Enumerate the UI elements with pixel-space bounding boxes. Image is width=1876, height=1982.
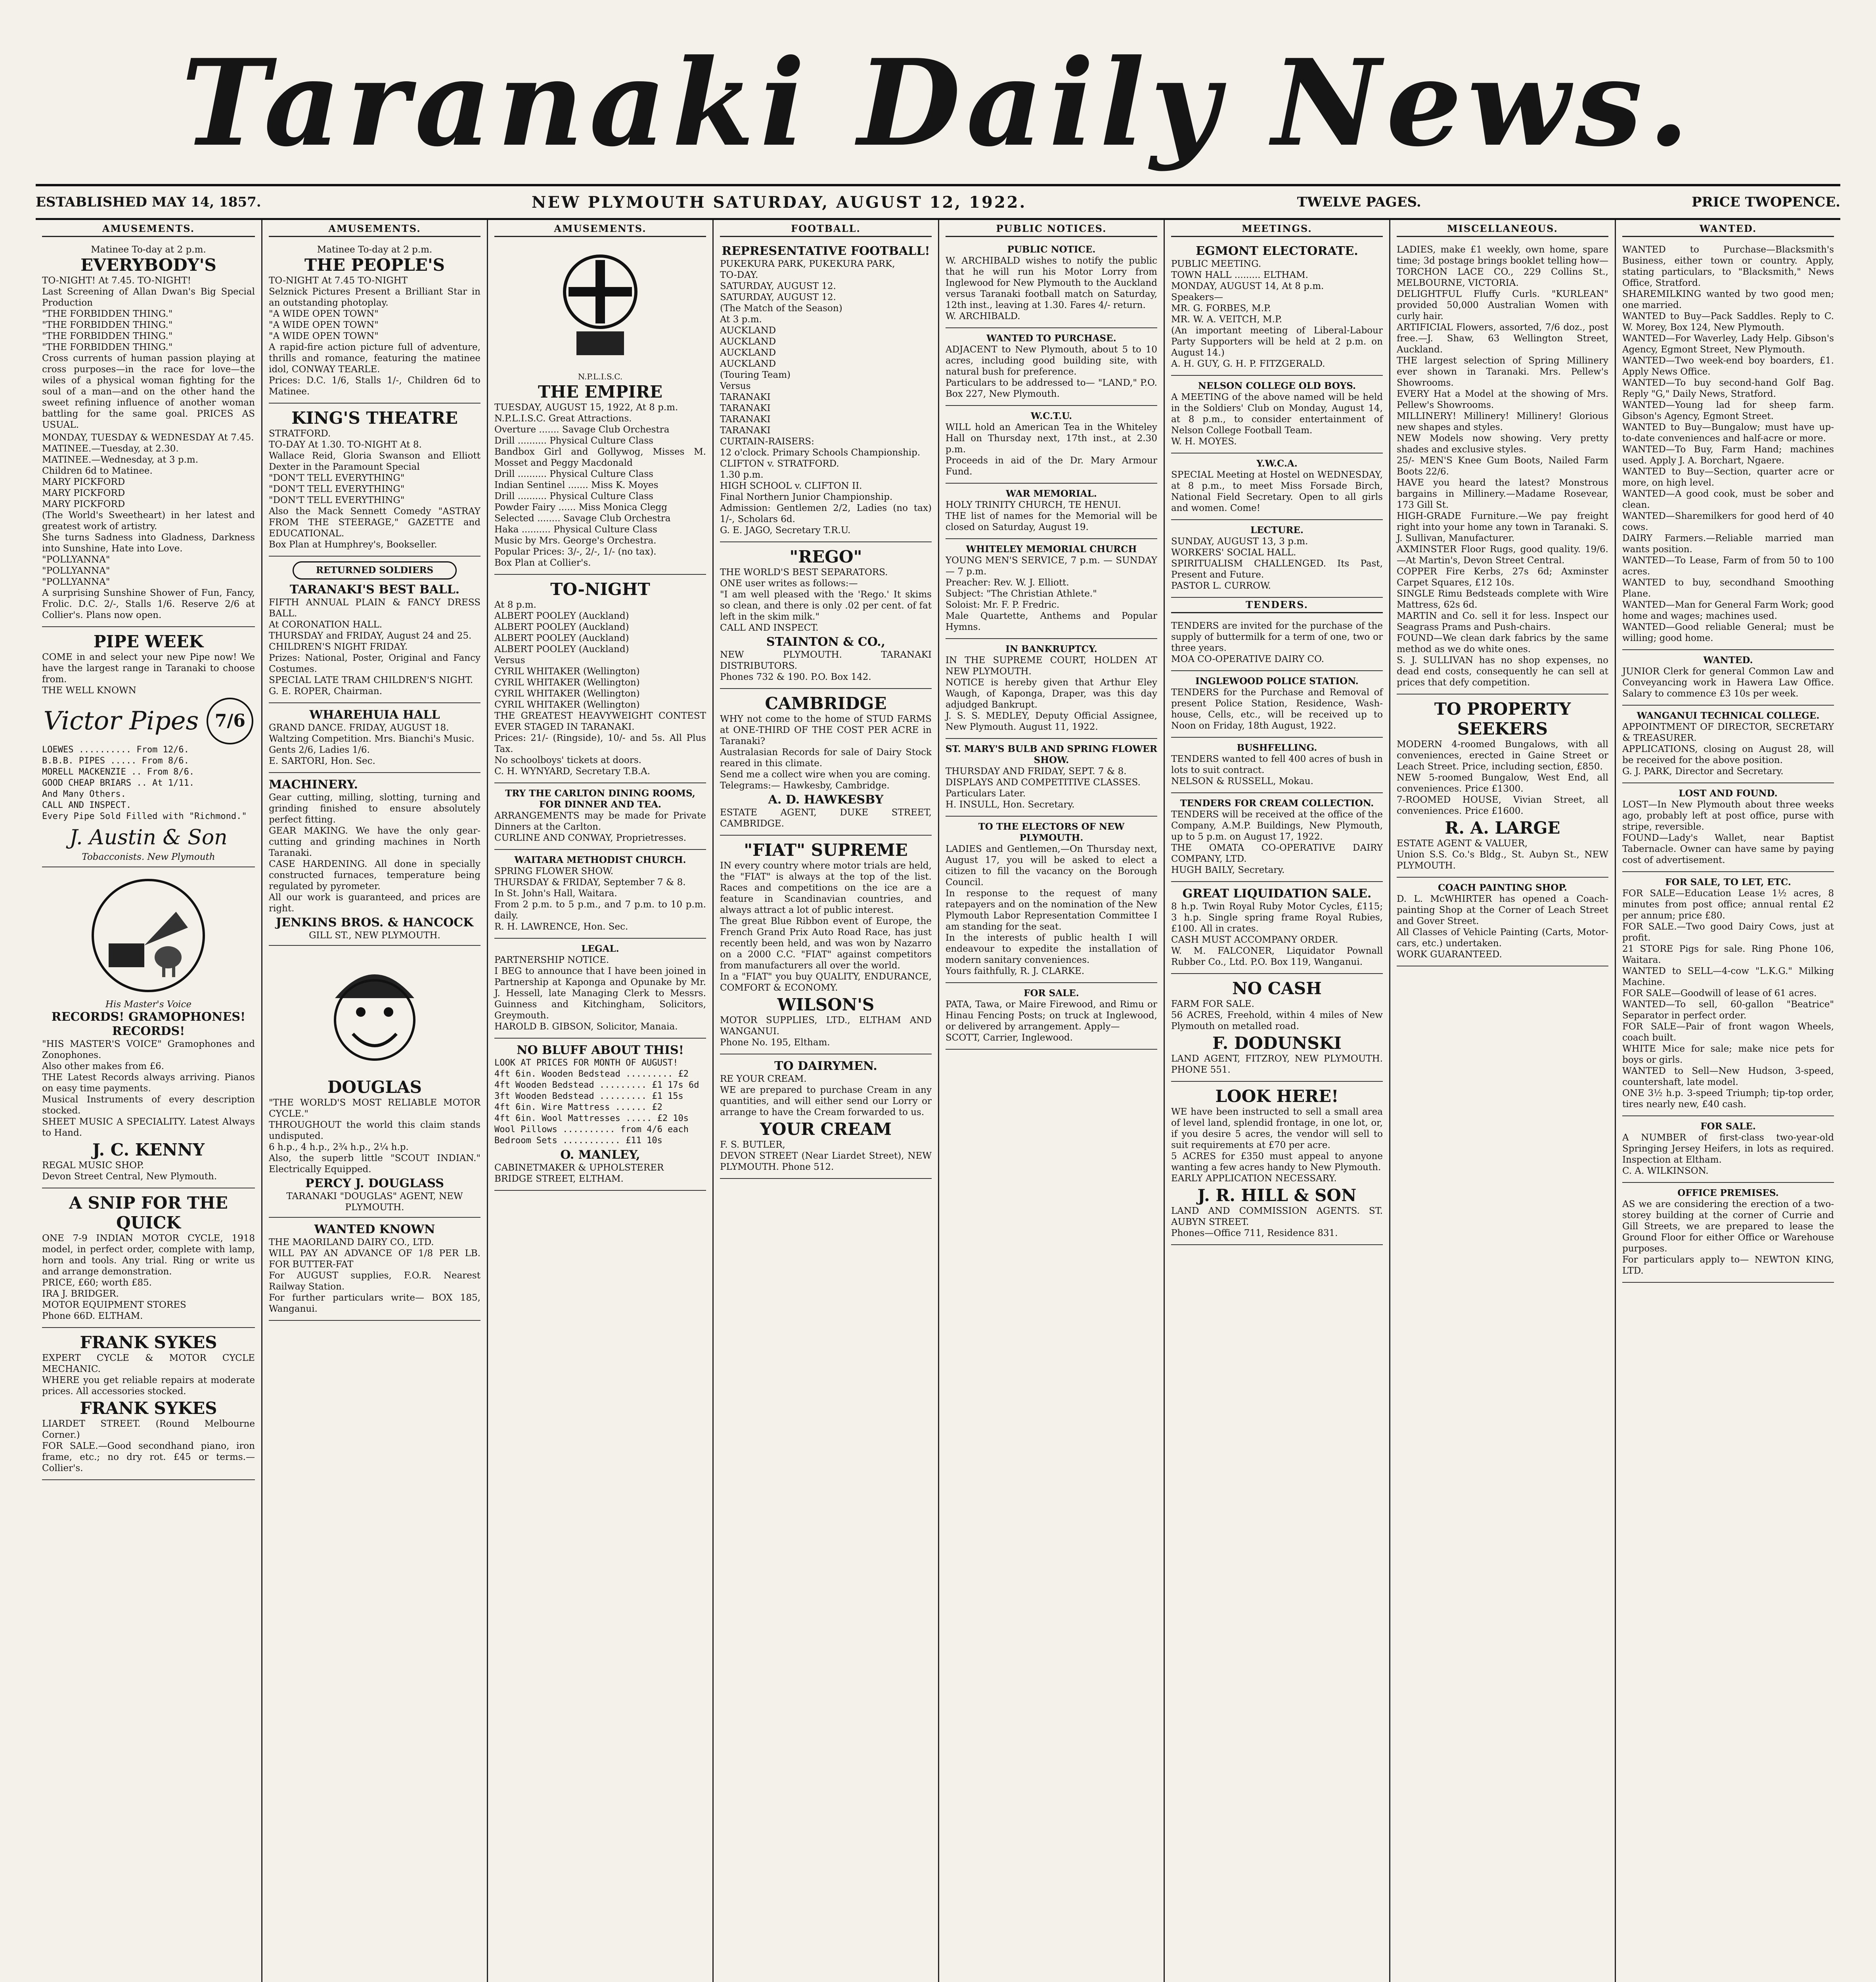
firewood-sale-notice bbox=[946, 985, 1157, 1050]
ad-title: ST. MARY'S BULB AND SPRING FLOWER SHOW. bbox=[945, 744, 1157, 765]
ad-title: OFFICE PREMISES. bbox=[1677, 1188, 1779, 1198]
ad-title: FRANK SYKES bbox=[80, 1333, 217, 1352]
column-heading: WANTED. bbox=[1622, 223, 1834, 237]
column-heading: MEETINGS. bbox=[1171, 223, 1383, 237]
cream-collection-tender bbox=[1171, 795, 1383, 882]
for-sale-to-let bbox=[1622, 874, 1834, 1116]
advertiser-name: PERCY J. DOUGLASS bbox=[305, 1177, 444, 1190]
ad-title: LEGAL. bbox=[581, 943, 619, 954]
column-heading: AMUSEMENTS. bbox=[42, 223, 255, 237]
flower-show-ad bbox=[494, 851, 706, 939]
ad-body: FIFTH ANNUAL PLAIN & FANCY DRESS BALL. At CORONATION HALL. THURSDAY and FRIDAY, August 24 and 25. CHILDREN'S NIGHT FRIDAY. Prizes: National, Poster, Original and Fancy Costumes. SPECIAL LATE TRAM CHILDREN'S NIGHT. G. E. ROPER, Chairman. bbox=[268, 597, 480, 696]
ad-title: TO THE ELECTORS OF NEW PLYMOUTH. bbox=[978, 821, 1125, 843]
ad-title: KING'S THEATRE bbox=[291, 408, 458, 428]
issue-price: PRICE TWOPENCE. bbox=[1691, 194, 1840, 210]
ad-body: A NUMBER of first-class two-year-old Springing Jersey Heifers, in lots as required. Inspection at Eltham. C. A. WILKINSON. bbox=[1622, 1133, 1834, 1176]
advertiser-address: CABINETMAKER & UPHOLSTERER BRIDGE STREET, ELTHAM. bbox=[494, 1163, 664, 1184]
rego-separator-ad bbox=[720, 544, 932, 689]
ad-body: D. L. McWHIRTER has opened a Coach-painting Shop at the Corner of Leach Street and Gover Street. All Classes of Vehicle Painting (Carts, Motor-cars, etc.) undertaken. WORK GUARANTEED. bbox=[1396, 894, 1608, 960]
column-2 bbox=[261, 220, 487, 1982]
ad-body: WE have been instructed to sell a small area of level land, splendid frontage, in one lot, or, if you desire 5 acres, the vendor will sell to suit requirements at £70 per acre. 5 ACRES for £350 must appeal to anyone wanting a few acres handy to New Plymouth. EARLY APPLICATION NECESSARY. bbox=[1171, 1107, 1383, 1184]
ad-body: "THE WORLD'S MOST RELIABLE MOTOR CYCLE." THROUGHOUT the world this claim stands undisputed. 6 h.p., 4 h.p., 2¾ h.p., 2¼ h.p. Also, the superb little "SCOUT INDIAN." Electrically Equipped. bbox=[268, 1098, 480, 1175]
column-7 bbox=[1389, 220, 1615, 1982]
advertiser-address: LAND AGENT, FITZROY, NEW PLYMOUTH. PHONE 551. bbox=[1171, 1054, 1386, 1075]
ad-title: RECORDS! GRAMOPHONES! RECORDS! bbox=[51, 1010, 246, 1038]
ad-title: IN BANKRUPTCY. bbox=[1005, 644, 1097, 654]
wanted-to-purchase-notice bbox=[946, 330, 1157, 406]
advertiser-address: GILL ST., NEW PLYMOUTH. bbox=[309, 930, 440, 941]
electors-letter bbox=[946, 818, 1157, 983]
ad-body: AS we are considering the erection of a two-storey building at the corner of Currie and Gill Streets, we are prepared to lease the Ground Floor for either Office or Warehouse purposes. For particulars apply to— NEWTON KING, LTD. bbox=[1622, 1199, 1834, 1276]
ad-title: WANGANUI TECHNICAL COLLEGE. bbox=[1637, 710, 1820, 721]
column-6 bbox=[1164, 220, 1389, 1982]
boxing-contest-ad bbox=[494, 576, 706, 783]
ad-body: EXPERT CYCLE & MOTOR CYCLE MECHANIC. WHERE you get reliable repairs at moderate prices. All accessories stocked. bbox=[42, 1353, 255, 1397]
property-seekers-ad bbox=[1397, 696, 1608, 878]
ad-body: ADJACENT to New Plymouth, about 5 to 10 acres, including good building site, with natural bush for preference. Particulars to be addressed to— "LAND," P.O. Box 227, New Plymouth. bbox=[945, 344, 1157, 399]
dairymen-ad bbox=[720, 1056, 932, 1179]
ad-title: GREAT LIQUIDATION SALE. bbox=[1182, 887, 1372, 901]
column-heading: AMUSEMENTS. bbox=[494, 223, 706, 237]
ad-body: PUBLIC MEETING. TOWN HALL ......... ELTHAM. MONDAY, AUGUST 14, At 8 p.m. Speakers— MR. G. FORBES, M.P. MR. W. A. VEITCH, M.P. (An important meeting of Liberal-Labour Party Supporters will be held at 2 p.m. on August 14.) A. H. GUY, G. H. P. FITZGERALD. bbox=[1171, 259, 1383, 369]
football-match-ad bbox=[720, 241, 932, 542]
column-heading: FOOTBALL. bbox=[720, 223, 932, 237]
ad-title: YOUR CREAM bbox=[760, 1119, 892, 1139]
liquidation-sale-ad bbox=[1171, 884, 1383, 974]
ad-title: TRY THE CARLTON DINING ROOMS, FOR DINNER AND TEA. bbox=[505, 788, 695, 810]
coach-painting-ad bbox=[1397, 879, 1608, 966]
ad-body: YOUNG MEN'S SERVICE, 7 p.m. — SUNDAY — 7 p.m. Preacher: Rev. W. J. Elliott. Subject: "The Christian Athlete." Soloist: Mr. F. P. Fredric. Male Quartette, Anthems and Popular Hymns. bbox=[945, 555, 1157, 632]
ad-title: Y.W.C.A. bbox=[1256, 458, 1298, 469]
pipe-week-ad bbox=[42, 629, 255, 867]
ad-body: APPOINTMENT OF DIRECTOR, SECRETARY & TREASURER. APPLICATIONS, closing on August 28, will be received for the above position. G. J. PARK, Director and Secretary. bbox=[1622, 722, 1834, 777]
ad-body: THE MAORILAND DAIRY CO., LTD. WILL PAY AN ADVANCE OF 1/8 PER LB. FOR BUTTER-FAT For AUGUST supplies, F.O.R. Nearest Railway Station. For further particulars write— BOX 185, Wanganui. bbox=[268, 1237, 480, 1314]
smiling-face-illustration bbox=[269, 955, 480, 1073]
ad-body: SPRING FLOWER SHOW. THURSDAY & FRIDAY, September 7 & 8. In St. John's Hall, Waitara. From 2 p.m. to 5 p.m., and 7 p.m. to 10 p.m. daily. R. H. LAWRENCE, Hon. Sec. bbox=[494, 866, 706, 932]
column-3 bbox=[487, 220, 712, 1982]
advertiser-name: JENKINS BROS. & HANCOCK bbox=[276, 916, 474, 930]
frank-sykes-ad bbox=[42, 1330, 255, 1480]
ad-body: PATA, Tawa, or Maire Firewood, and Rimu or Hinau Fencing Posts; on truck at Inglewood, or delivered by arrangement. Apply— SCOTT, Carrier, Inglewood. bbox=[945, 999, 1157, 1043]
wctu-notice bbox=[946, 407, 1157, 484]
ad-title: BUSHFELLING. bbox=[1237, 742, 1317, 753]
ad-body: THURSDAY AND FRIDAY, SEPT. 7 & 8. DISPLAYS AND COMPETITIVE CLASSES. Particulars Later. H. INSULL, Hon. Secretary. bbox=[945, 766, 1141, 810]
pipe-price-list: LOEWES .......... From 12/6. B.B.B. PIPES ..... From 8/6. MORELL MACKENZIE .. From 8/6. GOOD CHEAP BRIARS .. At 1/11. And Many Others. CALL AND INSPECT. Every Pipe Sold Filled with "Richmond." bbox=[42, 745, 247, 821]
technical-college-notice bbox=[1622, 707, 1834, 783]
page-count: TWELVE PAGES. bbox=[1297, 194, 1421, 210]
column-1 bbox=[36, 220, 261, 1982]
ad-title: WAITARA METHODIST CHURCH. bbox=[514, 855, 686, 865]
ad-title: THE EMPIRE bbox=[538, 382, 663, 402]
ad-title: EGMONT ELECTORATE. bbox=[1196, 244, 1358, 258]
newspaper-title: Taranaki Daily News. bbox=[181, 33, 1695, 173]
advertiser-address: REGAL MUSIC SHOP. Devon Street Central, New Plymouth. bbox=[42, 1160, 217, 1182]
fancy-dress-ball-ad bbox=[269, 558, 480, 703]
ad-body: SUNDAY, AUGUST 13, 3 p.m. WORKERS' SOCIAL HALL. SPIRITUALISM CHALLENGED. Its Past, Present and Future. PASTOR L. CURROW. bbox=[1171, 536, 1383, 591]
office-premises-ad bbox=[1622, 1184, 1834, 1283]
column-4 bbox=[712, 220, 938, 1982]
section-heading: TENDERS. bbox=[1171, 599, 1383, 613]
advertiser-address: ESTATE AGENT & VALUER, Union S.S. Co.'s Bldg., St. Aubyn St., NEW PLYMOUTH. bbox=[1396, 838, 1608, 871]
lecture-notice bbox=[1171, 522, 1383, 598]
kings-theatre-ad bbox=[269, 405, 480, 557]
police-station-tender bbox=[1171, 673, 1386, 738]
ad-title: "FIAT" SUPREME bbox=[744, 840, 908, 860]
ad-title: PUBLIC NOTICE. bbox=[1007, 244, 1096, 255]
price-list: LOOK AT PRICES FOR MONTH OF AUGUST! 4ft 6in. Wooden Bedstead ......... £2 4ft Wooden Bedstead ......... £1 17s 6d 3ft Wooden Bedstead ......... £1 15s 4ft 6in. Wire Mattress ...... £2 4ft 6in. Wool Mattresses ..... £2 10s Wool Pillows .......... from 4/6 each Bedroom Sets ........... £11 10s bbox=[494, 1058, 699, 1146]
egmont-meeting-notice bbox=[1171, 241, 1383, 376]
ad-title: WANTED TO PURCHASE. bbox=[986, 333, 1116, 344]
ad-body: HOLY TRINITY CHURCH, TE HENUI. THE list of names for the Memorial will be closed on Saturday, August 19. bbox=[945, 500, 1157, 532]
ad-title: FRANK SYKES bbox=[80, 1398, 217, 1418]
ad-body: ONE 7-9 INDIAN MOTOR CYCLE, 1918 model, in perfect order, complete with lamp, horn and tools. Any trial. Ring or write us and arrange demonstration. PRICE, £60; worth £85. IRA J. BRIDGER. MOTOR EQUIPMENT STORES Phone 66D. ELTHAM. bbox=[42, 1233, 255, 1321]
ad-body: LOST—In New Plymouth about three weeks ago, probably left at post office, purse with stripe, reversible. FOUND—Lady's Wallet, near Baptist Tabernacle. Owner can have same by paying cost of advertisement. bbox=[1622, 800, 1834, 865]
ad-title: TARANAKI'S BEST BALL. bbox=[289, 583, 460, 597]
ad-title: TENDERS FOR CREAM COLLECTION. bbox=[1180, 798, 1374, 809]
cambridge-ad bbox=[720, 691, 935, 836]
ad-title: LOOK HERE! bbox=[1215, 1087, 1339, 1106]
ad-title: TO-NIGHT bbox=[550, 580, 650, 599]
advertiser-name: WILSON'S bbox=[777, 995, 875, 1014]
empire-ad bbox=[494, 241, 706, 575]
advertiser-name: J. R. HILL & SON bbox=[1197, 1186, 1357, 1205]
ad-title: NO CASH bbox=[1232, 979, 1322, 998]
wharehuia-hall-ad bbox=[269, 705, 480, 773]
advertiser-address: NEW PLYMOUTH. TARANAKI DISTRIBUTORS. Phones 732 & 190. P.O. Box 142. bbox=[720, 650, 932, 682]
war-memorial-notice bbox=[946, 485, 1157, 539]
ad-title: LOST AND FOUND. bbox=[1679, 788, 1778, 799]
advertiser-name: O. MANLEY, bbox=[560, 1148, 640, 1162]
ad-body: WHY not come to the home of STUD FARMS at ONE-THIRD OF THE COST PER ACRE in Taranaki? Australasian Records for sale of Dairy Stock reared in this climate. Send me a collect wire when you are coming. Telegrams:— Hawkesby, Cambridge. bbox=[720, 714, 932, 791]
lost-and-found bbox=[1622, 785, 1834, 872]
records-ad bbox=[42, 869, 255, 1188]
established-date: ESTABLISHED MAY 14, 1857. bbox=[36, 194, 261, 210]
ad-body: TO-NIGHT At 7.45 TO-NIGHT Selznick Pictures Present a Brilliant Star in an outstanding photoplay. "A WIDE OPEN TOWN" "A WIDE OPEN TOWN" "A WIDE OPEN TOWN" A rapid-fire action picture full of adventure, thrills and romance, featuring the matinee idol, CONWAY TEARLE. Prices: D.C. 1/6, Stalls 1/-, Children 6d to Matinee. bbox=[268, 275, 480, 397]
advertiser-name: STAINTON & CO., bbox=[766, 635, 885, 649]
shield-cross-icon bbox=[553, 248, 648, 367]
junior-clerk-wanted bbox=[1622, 652, 1837, 706]
ad-title: EVERYBODY'S bbox=[80, 255, 216, 275]
ad-time: Matinee To-day at 2 p.m. bbox=[317, 245, 433, 255]
classified-listings: LADIES, make £1 weekly, own home, spare time; 3d postage brings booklet telling how—TORCHON LACE CO., 229 Collins St., MELBOURNE, VICTORIA. DELIGHTFUL Fluffy Curls. "KURLEAN" provided 50,000 Australian Women with curly hair. ARTIFICIAL Flowers, assorted, 7/6 doz., post free.—J. Shaw, 63 Wellington Street, Auckland. THE largest selection of Spring Millinery ever shown in Taranaki. Mrs. Pellew's Showrooms. EVERY Hat a Model at the showing of Mrs. Pellew's Showrooms. MILLINERY! Millinery! Millinery! Glorious new shapes and styles. NEW Models now showing. Very pretty shades and exclusive styles. 25/- MEN'S Knee Gum Boots, Nailed Farm Boots 22/6. HAVE you heard the latest? Monstrous bargains in Millinery.—Madame Rosevear, 173 Gill St. HIGH-GRADE Furniture.—We pay freight right into your home any town in Taranaki. S. J. Sullivan, Manufacturer. AXMINSTER Floor Rugs, good quality. 19/6.—At Martin's, Devon Street Central. COPPER Fire Kerbs, 27s 6d; Axminster Carpet Squares, £12 10s. SINGLE Rimu Bedsteads complete with Wire Mattress, 62s 6d. MARTIN and Co. sell it for less. Inspect our Seagrass Prams and Push-chairs. FOUND—We clean dark fabrics by the same method as we do white ones. S. J. SULLIVAN has no shop expenses, no dead end costs, consequently he can sell at prices that defy competition. bbox=[1396, 245, 1608, 688]
victor-pipes-logo: Victor Pipes bbox=[43, 706, 199, 736]
ad-body: MODERN 4-roomed Bungalows, with all conveniences, erected in Gaine Street or Leach Street. Price, including section, £850. NEW 5-roomed Bungalow, West End, all conveniences. Price £1300. 7-ROOMED HOUSE, Vivian Street, all conveniences. Price £1600. bbox=[1396, 739, 1608, 816]
ad-body: 8 h.p. Twin Royal Ruby Motor Cycles, £115; 3 h.p. Single spring frame Royal Rubies, £100. All in crates. CASH MUST ACCOMPANY ORDER. W. M. FALCONER, Liquidator Pownall Rubber Co., Ltd. P.O. Box 119, Wanganui. bbox=[1171, 901, 1383, 967]
advertiser-address: ESTATE AGENT, DUKE STREET, CAMBRIDGE. bbox=[720, 807, 935, 829]
column-8 bbox=[1615, 220, 1840, 1982]
masthead bbox=[36, 32, 1840, 186]
ad-title: WHITELEY MEMORIAL CHURCH bbox=[966, 544, 1137, 555]
legal-notice bbox=[494, 940, 706, 1039]
column-5 bbox=[938, 220, 1164, 1982]
ad-body: PUKEKURA PARK, PUKEKURA PARK, TO-DAY. SATURDAY, AUGUST 12. SATURDAY, AUGUST 12. (The Match of the Season) At 3 p.m. AUCKLAND AUCKLAND AUCKLAND AUCKLAND (Touring Team) Versus TARANAKI TARANAKI TARANAKI TARANAKI CURTAIN-RAISERS: 12 o'clock. Primary Schools Championship. CLIFTON v. STRATFORD. 1.30 p.m. HIGH SCHOOL v. CLIFTON II. Final Northern Junior Championship. Admission: Gentlemen 2/2, Ladies (no tax) 1/-, Scholars 6d. G. E. JAGO, Secretary T.R.U. bbox=[720, 259, 932, 536]
ad-title: REPRESENTATIVE FOOTBALL! bbox=[722, 244, 930, 258]
ad-body: IN THE SUPREME COURT, HOLDEN AT NEW PLYMOUTH. NOTICE is hereby given that Arthur Eley Waugh, of Kaponga, Draper, was this day adjudged Bankrupt. J. S. S. MEDLEY, Deputy Official Assignee, New Plymouth. August 11, 1922. bbox=[945, 655, 1157, 732]
ad-title: NO BLUFF ABOUT THIS! bbox=[517, 1043, 684, 1057]
buttermilk-tender bbox=[1171, 617, 1383, 671]
ad-title: TO PROPERTY SEEKERS bbox=[1434, 699, 1571, 738]
ad-body: GRAND DANCE. FRIDAY, AUGUST 18. Waltzing Competition. Mrs. Bianchi's Music. Gents 2/6, Ladies 1/6. E. SARTORI, Hon. Sec. bbox=[268, 723, 475, 766]
hmv-label: His Master's Voice bbox=[105, 999, 192, 1010]
column-heading: AMUSEMENTS. bbox=[269, 223, 480, 237]
ad-body: TENDERS will be received at the office of the Company, A.M.P. Buildings, New Plymouth, up to 5 p.m. on August 17, 1922. THE OMATA CO-OPERATIVE DAIRY COMPANY, LTD. HUGH BAILY, Secretary. bbox=[1171, 809, 1383, 875]
face-icon bbox=[319, 955, 430, 1073]
ad-body: TENDERS are invited for the purchase of the supply of buttermilk for a term of one, two or three years. MOA CO-OPERATIVE DAIRY CO. bbox=[1171, 621, 1383, 664]
public-notice bbox=[946, 241, 1157, 328]
classified-listings: WANTED to Purchase—Blacksmith's Business, either town or country. Apply, stating particulars, to "Blacksmith," News Office, Stratford. SHAREMILKING wanted by two good men; one married. WANTED to Buy—Pack Saddles. Reply to C. W. Morey, Box 124, New Plymouth. WANTED—For Waverley, Lady Help. Gibson's Agency, Egmont Street, New Plymouth. WANTED—Two week-end boy boarders, £1. Apply News Office. WANTED—To buy second-hand Golf Bag. Reply "G," Daily News, Stratford. WANTED—Young lad for sheep farm. Gibson's Agency, Egmont Street. WANTED to Buy—Bungalow; must have up-to-date conveniences and half-acre or more. WANTED—To Buy, Farm Hand; machines used. Apply J. A. Borchart, Ngaere. WANTED to Buy—Section, quarter acre or more, on high level. WANTED—A good cook, must be sober and clean. WANTED—Sharemilkers for good herd of 40 cows. DAIRY Farmers.—Reliable married man wants position. WANTED—To Lease, Farm of from 50 to 100 acres. WANTED to buy, secondhand Smoothing Plane. WANTED—Man for General Farm Work; good home and wages; machines used. WANTED—Good reliable General; must be willing; good home. bbox=[1622, 245, 1834, 643]
ad-body: LIARDET STREET. (Round Melbourne Corner.) FOR SALE.—Good secondhand piano, iron frame, etc.; no dry rot. £45 or terms.—Collier's. bbox=[42, 1419, 255, 1473]
price-badge: 7/6 bbox=[207, 698, 253, 744]
ad-title: INGLEWOOD POLICE STATION. bbox=[1195, 676, 1359, 687]
ad-body: FARM FOR SALE. 56 ACRES, Freehold, within 4 miles of New Plymouth on metalled road. bbox=[1171, 999, 1383, 1031]
ad-title: WHAREHUIA HALL bbox=[309, 708, 440, 722]
ywca-notice bbox=[1171, 455, 1386, 520]
club-emblem bbox=[494, 248, 706, 367]
austin-signature: J. Austin & Son bbox=[69, 826, 228, 849]
ad-body: Gear cutting, milling, slotting, turning and grinding finished to ensure absolutely perfect fitting. GEAR MAKING. We have the only gear-cutting and grinding machines in North Taranaki. CASE HARDENING. All done in specially constructed furnaces, temperature being regulated by pyrometer. All our work is guaranteed, and prices are right. bbox=[268, 792, 480, 914]
carlton-dining-ad bbox=[494, 785, 706, 850]
ad-title: WAR MEMORIAL. bbox=[1006, 488, 1097, 499]
columns bbox=[36, 220, 1840, 1982]
column-heading: MISCELLANEOUS. bbox=[1397, 223, 1608, 237]
land-sale-ad bbox=[1171, 1083, 1383, 1245]
ad-title: COACH PAINTING SHOP. bbox=[1438, 882, 1567, 893]
ad-time: Matinee To-day at 2 p.m. bbox=[91, 245, 206, 255]
ad-title: A SNIP FOR THE QUICK bbox=[69, 1193, 228, 1232]
ad-body: LADIES and Gentlemen,—On Thursday next, August 17, you will be asked to elect a citizen to fill the vacancy on the Borough Council. In response to the request of many ratepayers and on the nomination of the New Plymouth Labor Representation Committee I am standing for the seat. In the interests of public health I will endeavour to expedite the installation of modern sanitary conveniences. Yours faithfully, R. J. CLARKE. bbox=[945, 844, 1157, 976]
ad-body: PARTNERSHIP NOTICE. I BEG to announce that I have been joined in Partnership at Kaponga and Opunake by Mr. J. Hessell, late Managing Clerk to Messrs. Guinness and Kitchingham, Solicitors, Greymouth. HAROLD B. GIBSON, Solicitor, Manaia. bbox=[494, 955, 706, 1032]
everybodys-ad bbox=[42, 241, 255, 627]
ad-title: "REGO" bbox=[789, 547, 862, 566]
column-heading: PUBLIC NOTICES. bbox=[946, 223, 1157, 237]
advertiser-address: MOTOR SUPPLIES, LTD., ELTHAM AND WANGANUI. Phone No. 195, Eltham. bbox=[720, 1015, 932, 1048]
ad-title: FOR SALE. bbox=[1024, 988, 1079, 999]
heifers-sale bbox=[1622, 1118, 1834, 1183]
returned-soldiers-badge: RETURNED SOLDIERS bbox=[293, 561, 457, 580]
ad-title: WANTED. bbox=[1703, 655, 1753, 666]
ad-body: TO-NIGHT! At 7.45. TO-NIGHT! Last Screening of Allan Dwan's Big Special Production "THE FORBIDDEN THING." "THE FORBIDDEN THING." "THE FORBIDDEN THING." "THE FORBIDDEN THING." Cross currents of human passion playing at cross purposes—in the race for love—the wiles of a physical woman fighting for the soul of a man—and on the other hand the sweet refining influence of another woman battling for the same goal. PRICES AS USUAL. bbox=[42, 275, 255, 430]
ad-title: CAMBRIDGE bbox=[765, 694, 887, 713]
douglas-motorcycle-ad bbox=[269, 947, 480, 1218]
machinery-ad bbox=[269, 775, 480, 946]
ad-body: W. ARCHIBALD wishes to notify the public that he will run his Motor Lorry from Inglewood for New Plymouth to the Auckland versus Taranaki football match on Saturday, 12th inst., leaving at 1.30. Fares 4/- return. W. ARCHIBALD. bbox=[945, 256, 1157, 321]
austin-subtitle: Tobacconists. New Plymouth bbox=[82, 852, 215, 862]
ad-body: JUNIOR Clerk for general Common Law and Conveyancing work in Hawera Law Office. Salary to commence £3 10s per week. bbox=[1622, 666, 1837, 699]
ad-body: RE YOUR CREAM. WE are prepared to purchase Cream in any quantities, and will either send our Lorry or arrange to have the Cream forwarded to us. bbox=[720, 1074, 932, 1117]
advertiser-address: LAND AND COMMISSION AGENTS. ST. AUBYN STREET. Phones—Office 711, Residence 831. bbox=[1171, 1206, 1383, 1238]
ad-body: TENDERS for the Purchase and Removal of present Police Station, Residence, Wash-house, Cells, etc., will be received up to Noon on Friday, 18th August, 1922. bbox=[1171, 687, 1386, 731]
ad-title: FOR SALE, TO LET, ETC. bbox=[1665, 877, 1791, 888]
ad-body: SPECIAL Meeting at Hostel on WEDNESDAY, at 8 p.m., to meet Miss Forsade Birch, National Field Secretary. Open to all girls and women. Come! bbox=[1171, 470, 1386, 513]
ad-body: ARRANGEMENTS may be made for Private Dinners at the Carlton. CURLINE AND CONWAY, Proprietresses. bbox=[494, 811, 706, 843]
ad-body: IN every country where motor trials are held, the "FIAT" is always at the top of the list. Races and competitions on the ice are a feature in Scandinavian countries, and always attract a lot of public interest. The great Blue Ribbon event of Europe, the French Grand Prix Auto Road Race, has just recently been held, and was won by Nazarro on a 2000 C.C. "FIAT" against competitors from manufacturers all over the world. In a "FIAT" you buy QUALITY, ENDURANCE, COMFORT & ECONOMY. bbox=[720, 861, 932, 993]
his-masters-voice-logo bbox=[42, 876, 255, 995]
ad-body: COME in and select your new Pipe now! We have the largest range in Taranaki to choose from. THE WELL KNOWN bbox=[42, 652, 255, 696]
advertiser-name: R. A. LARGE bbox=[1445, 818, 1560, 838]
issue-date: NEW PLYMOUTH SATURDAY, AUGUST 12, 1922. bbox=[531, 193, 1027, 212]
furniture-ad bbox=[494, 1040, 706, 1191]
ad-body: WILL hold an American Tea in the Whiteley Hall on Thursday next, 17th inst., at 2.30 p.m. Proceeds in aid of the Dr. Mary Armour Fund. bbox=[945, 422, 1157, 477]
motor-cycle-ad bbox=[42, 1190, 255, 1328]
ad-body: TUESDAY, AUGUST 15, 1922, At 8 p.m. N.P.L.I.S.C. Great Attractions. Overture ....... Savage Club Orchestra Drill .......... Physical Culture Class Bandbox Girl and Gollywog, Misses M. Mosset and Peggy Macdonald Drill .......... Physical Culture Class Indian Sentinel ....... Miss K. Moyes Drill .......... Physical Culture Class Powder Fairy ...... Miss Monica Clegg Selected ........ Savage Club Orchestra Haka .......... Physical Culture Class Music by Mrs. George's Orchestra. Popular Prices: 3/-, 2/-, 1/- (no tax). Box Plan at Collier's. bbox=[494, 402, 706, 568]
farm-sale-ad bbox=[1171, 976, 1386, 1082]
peoples-theatre-ad bbox=[269, 241, 480, 404]
advertiser-address: F. S. BUTLER, DEVON STREET (Near Liardet Street), NEW PLYMOUTH. Phone 512. bbox=[720, 1140, 932, 1172]
ad-body: FOR SALE—Education Lease 1½ acres, 8 minutes from post office; annual rental £2 per annum; price £80. FOR SALE.—Two good Dairy Cows, just at profit. 21 STORE Pigs for sale. Ring Phone 106, Waitara. WANTED to SELL—4-cow "L.K.G." Milking Machine. FOR SALE—Goodwill of lease of 61 acres. WANTED—To sell, 60-gallon "Beatrice" Separator in perfect order. FOR SALE—Pair of front wagon Wheels, coach built. WHITE Mice for sale; make nice pets for boys or girls. WANTED to Sell—New Hudson, 3-speed, countershaft, late model. ONE 3½ h.p. 3-speed Triumph; tip-top order, tires nearly new, £40 cash. bbox=[1622, 888, 1834, 1110]
advertiser-name: F. DODUNSKI bbox=[1212, 1033, 1342, 1053]
ad-body: MONDAY, TUESDAY & WEDNESDAY At 7.45. MATINEE.—Tuesday, at 2.30. MATINEE.—Wednesday, at 3 p.m. Children 6d to Matinee. MARY PICKFORD MARY PICKFORD MARY PICKFORD (The World's Sweetheart) in her latest and greatest work of artistry. She turns Sadness into Gladness, Darkness into Sunshine, Hate into Love. "POLLYANNA" "POLLYANNA" "POLLYANNA" A surprising Sunshine Shower of Fun, Fancy, Frolic. D.C. 2/-, Stalls 1/6. Reserve 2/6 at Collier's. Plans now open. bbox=[42, 432, 255, 620]
ad-title: WANTED KNOWN bbox=[314, 1222, 435, 1236]
bulb-show-notice bbox=[946, 740, 1157, 817]
miscellaneous-classifieds bbox=[1397, 241, 1608, 694]
ad-title: NELSON COLLEGE OLD BOYS. bbox=[1198, 381, 1356, 391]
ad-title: THE PEOPLE'S bbox=[304, 255, 445, 275]
ad-title: LECTURE. bbox=[1250, 525, 1304, 536]
ad-title: W.C.T.U. bbox=[1030, 411, 1072, 421]
fiat-ad bbox=[720, 837, 932, 1054]
emblem-label: N.P.L.I.S.C. bbox=[578, 372, 623, 381]
ad-title: TO DAIRYMEN. bbox=[774, 1059, 877, 1073]
ad-title: MACHINERY. bbox=[268, 778, 358, 792]
ad-body: At 8 p.m. ALBERT POOLEY (Auckland) ALBERT POOLEY (Auckland) ALBERT POOLEY (Auckland) ALBERT POOLEY (Auckland) Versus CYRIL WHITAKER (Wellington) CYRIL WHITAKER (Wellington) CYRIL WHITAKER (Wellington) CYRIL WHITAKER (Wellington) THE GREATEST HEAVYWEIGHT CONTEST EVER STAGED IN TARANAKI. Prices: 21/- (Ringside), 10/- and 5s. All Plus Tax. No schoolboys' tickets at doors. C. H. WYNYARD, Secretary T.B.A. bbox=[494, 600, 706, 777]
ad-body: TENDERS wanted to fell 400 acres of bush in lots to suit contract. NELSON & RUSSELL, Mokau. bbox=[1171, 754, 1383, 786]
nelson-college-notice bbox=[1171, 377, 1383, 453]
ad-body: STRATFORD. TO-DAY At 1.30. TO-NIGHT At 8. Wallace Reid, Gloria Swanson and Elliott Dexter in the Paramount Special "DON'T TELL EVERYTHING" "DON'T TELL EVERYTHING" "DON'T TELL EVERYTHING" Also the Mack Sennett Comedy "ASTRAY FROM THE STEERAGE," GAZETTE and EDUCATIONAL. Box Plan at Humphrey's, Bookseller. bbox=[268, 429, 480, 550]
advertiser-name: A. D. HAWKESBY bbox=[768, 793, 884, 807]
ad-body: THE WORLD'S BEST SEPARATORS. ONE user writes as follows:— "I am well pleased with the 'Rego.' It skims so clean, and there is only .02 per cent. of fat left in the skim milk." CALL AND INSPECT. bbox=[720, 567, 932, 633]
advertiser-name: J. C. KENNY bbox=[92, 1140, 205, 1159]
ad-title: PIPE WEEK bbox=[93, 632, 204, 651]
advertiser-address: TARANAKI "DOUGLAS" AGENT, NEW PLYMOUTH. bbox=[286, 1191, 463, 1213]
ad-title: FOR SALE. bbox=[1700, 1121, 1756, 1132]
maoriland-dairy-ad bbox=[269, 1219, 480, 1321]
gramophone-dog-icon bbox=[85, 876, 212, 995]
ad-body: "HIS MASTER'S VOICE" Gramophones and Zonophones. Also other makes from £6. THE Latest Records always arriving. Pianos on easy time payments. Musical Instruments of every description stocked. SHEET MUSIC A SPECIALITY. Latest Always to Hand. bbox=[42, 1039, 255, 1138]
church-notice bbox=[946, 541, 1157, 639]
ad-title: DOUGLAS bbox=[327, 1077, 422, 1097]
ad-body: A MEETING of the above named will be held in the Soldiers' Club on Monday, August 14, at 8 p.m., to consider entertainment of Nelson College Football Team. W. H. MOYES. bbox=[1171, 392, 1383, 447]
dateline-bar bbox=[36, 186, 1840, 220]
bankruptcy-notice bbox=[946, 641, 1157, 739]
bushfelling-tender bbox=[1171, 739, 1383, 793]
wanted-classifieds bbox=[1622, 241, 1834, 650]
